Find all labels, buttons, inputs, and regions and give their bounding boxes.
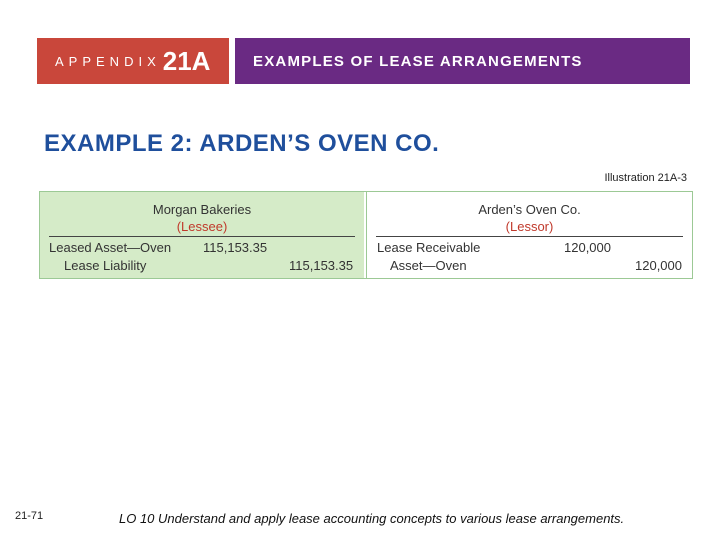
lessee-name: Morgan Bakeries bbox=[152, 202, 252, 217]
lessee-header-rule bbox=[49, 236, 355, 237]
banner-appendix-label: APPENDIX bbox=[55, 53, 161, 69]
lessor-panel bbox=[366, 192, 692, 278]
lessor-name: Arden’s Oven Co. bbox=[478, 202, 581, 217]
learning-objective: LO 10 Understand and apply lease accounting concepts to various lease arrangements. bbox=[119, 511, 625, 526]
example-title: EXAMPLE 2: ARDEN’S OVEN CO. bbox=[44, 130, 440, 157]
lessor-header-rule bbox=[376, 236, 683, 237]
banner-appendix-block bbox=[37, 38, 229, 84]
banner-title-block bbox=[235, 38, 690, 84]
lessee-credit-account: Lease Liability bbox=[64, 258, 147, 273]
lessee-role: (Lessee) bbox=[176, 219, 228, 234]
lessor-role: (Lessor) bbox=[505, 219, 554, 234]
illustration-label: Illustration 21A-3 bbox=[604, 172, 687, 184]
lessee-debit-amount: 115,153.35 bbox=[203, 240, 268, 255]
lessor-debit-account: Lease Receivable bbox=[377, 240, 481, 255]
lessee-debit-account: Leased Asset—Oven bbox=[49, 240, 172, 255]
lessor-credit-account: Asset—Oven bbox=[390, 258, 467, 273]
lessee-panel bbox=[40, 192, 366, 278]
banner-title: EXAMPLES OF LEASE ARRANGEMENTS bbox=[253, 52, 583, 70]
journal-entries-table bbox=[39, 191, 693, 279]
appendix-banner bbox=[37, 38, 690, 84]
lessee-credit-amount: 115,153.35 bbox=[289, 258, 354, 273]
lessor-debit-amount: 120,000 bbox=[564, 240, 611, 255]
slide-number: 21-71 bbox=[15, 510, 44, 522]
lessor-credit-amount: 120,000 bbox=[635, 258, 682, 273]
banner-appendix-code: 21A bbox=[162, 45, 211, 76]
